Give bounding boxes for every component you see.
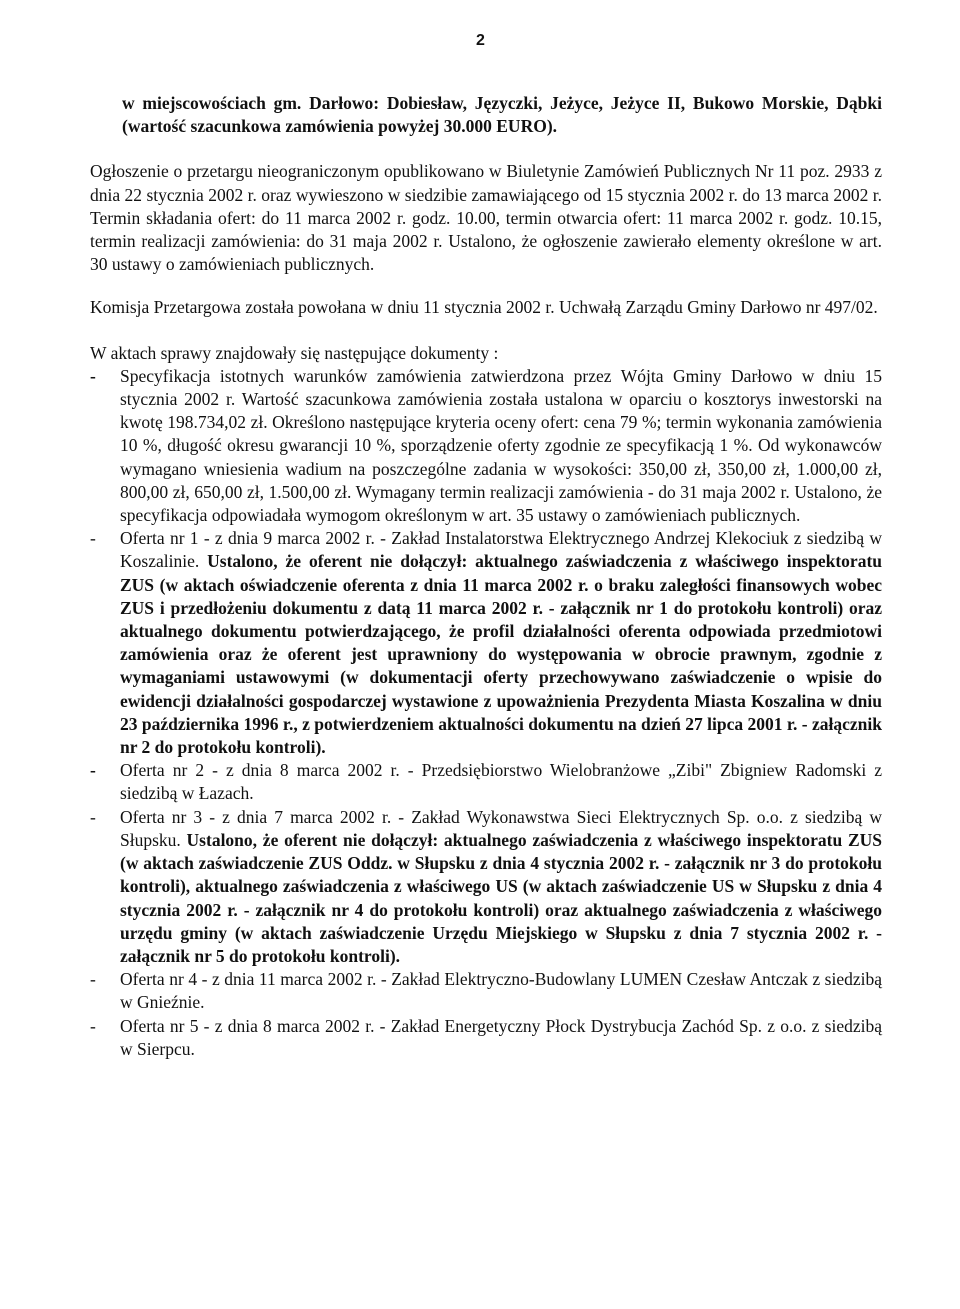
list-dash: - bbox=[90, 528, 96, 549]
document-item-text: Oferta nr 3 - z dnia 7 marca 2002 r. - Zakład Wykonawstwa Sieci Elektrycznych Sp. o.o. z siedzibą w Słupsku. bbox=[120, 806, 882, 850]
announcement-paragraph: Ogłoszenie o przetargu nieograniczonym opublikowano w Biuletynie Zamówień Publicznych Nr 11 poz. 2933 z dnia 22 stycznia 2002 r. oraz wywieszono w siedzibie zamawiającego od 15 stycznia 2002 r. do 13 marca 2002 r. Termin składania ofert: do 11 marca 2002 r. godz. 10.00, termin otwarcia ofert: 11 marca 2002 r. godz. 10.15, termin realizacji zamówienia: do 31 maja 2002 r. Ustalono, że ogłoszenie zawierało elementy określone w art. 30 ustawy o zamówieniach publicznych. bbox=[90, 161, 882, 275]
document-item-text: Oferta nr 5 - z dnia 8 marca 2002 r. - Zakład Energetyczny Płock Dystrybucja Zachód Sp. z o.o. z siedzibą w Sierpcu. bbox=[120, 1015, 882, 1059]
list-dash: - bbox=[90, 806, 96, 827]
document-item-specification bbox=[90, 365, 882, 527]
document-item-offer-5 bbox=[90, 1015, 882, 1061]
documents-heading: W aktach sprawy znajdowały się następujące dokumenty : bbox=[90, 342, 499, 363]
intro-location: w miejscowościach gm. Darłowo: Dobiesław, Języczki, Jeżyce, Jeżyce II, Bukowo Morskie, Dąbki (wartość szacunkowa zamówienia powyżej 30.000 EURO). bbox=[122, 93, 882, 137]
page-number: 2 bbox=[476, 32, 485, 49]
document-item-offer-4 bbox=[90, 968, 882, 1014]
document-item-text: Oferta nr 4 - z dnia 11 marca 2002 r. - Zakład Elektryczno-Budowlany LUMEN Czesław Antczak z siedzibą w Gnieźnie. bbox=[120, 969, 882, 1013]
list-dash: - bbox=[90, 760, 96, 781]
document-item-offer-3 bbox=[90, 806, 882, 968]
list-dash: - bbox=[90, 365, 96, 386]
document-item-offer-1 bbox=[90, 527, 882, 759]
document-item-offer-2 bbox=[90, 759, 882, 805]
commission-paragraph: Komisja Przetargowa została powołana w dniu 11 stycznia 2002 r. Uchwałą Zarządu Gminy Darłowo nr 497/02. bbox=[90, 297, 878, 318]
document-item-text: Oferta nr 1 - z dnia 9 marca 2002 r. - Zakład Instalatorstwa Elektrycznego Andrzej Klekociuk z siedzibą w Koszalinie. bbox=[120, 528, 882, 572]
document-body bbox=[90, 92, 882, 1061]
list-dash: - bbox=[90, 969, 96, 990]
document-item-text: Oferta nr 2 - z dnia 8 marca 2002 r. - Przedsiębiorstwo Wielobranżowe „Zibi" Zbigniew Radomski z siedzibą w Łazach. bbox=[120, 760, 882, 804]
document-item-text: Specyfikacja istotnych warunków zamówienia zatwierdzona przez Wójta Gminy Darłowo w dniu 15 stycznia 2002 r. Wartość szacunkowa zamówienia została ustalona w oparciu o kosztorys inwestorski na kwotę 198.734,02 zł. Określono następujące kryteria oceny ofert: cena 79 %; termin wykonania zamówienia 10 %, długość okresu gwarancji 10 %, sporządzenie oferty zgodnie ze specyfikacją 1 %. Od wykonawców wymagano wniesienia wadium na poszczególne zadania w wysokości: 350,00 zł, 350,00 zł, 1.000,00 zł, 800,00 zł, 650,00 zł, 1.500,00 zł. Wymagany termin realizacji zamówienia - do 31 maja 2002 r. Ustalono, że specyfikacja odpowiadała wymogom określonym w art. 35 ustawy o zamówieniach publicznych. bbox=[120, 365, 882, 526]
document-item-finding: Ustalono, że oferent nie dołączył: aktualnego zaświadczenia z właściwego inspektoratu ZUS (w aktach oświadczenie oferenta z dnia 11 marca 2002 r. o braku zaległości finansowych wobec ZUS i przedłożeniu dokumentu z datą 11 marca 2002 r. - załącznik nr 1 do protokołu kontroli) oraz aktualnego dokumentu potwierdzającego, że profil działalności oferenta odpowiada przedmiotowi zamówienia oraz że oferent jest uprawniony do występowania w obrocie prawnym, zgodnie z wymaganiami ustawowymi (w dokumentacji oferty przechowywano zaświadczenie o wpisie do ewidencji działalności gospodarczej wystawione z upoważnienia Prezydenta Miasta Koszalina w dniu 23 października 1996 r., z potwierdzeniem aktualności dokumentu na dzień 27 lipca 2001 r. - załącznik nr 2 do protokołu kontroli). bbox=[120, 551, 883, 758]
list-dash: - bbox=[90, 1015, 96, 1036]
document-item-finding: Ustalono, że oferent nie dołączył: aktualnego zaświadczenia z właściwego inspektoratu ZUS (w aktach zaświadczenie ZUS Oddz. w Słupsku z dnia 4 stycznia 2002 r. - załącznik nr 3 do protokołu kontroli), aktualnego zaświadczenia z właściwego US (w aktach zaświadczenie US w Słupsku z dnia 4 stycznia 2002 r. - załącznik nr 4 do protokołu kontroli) oraz aktualnego zaświadczenia z właściwego urzędu gminy (w aktach zaświadczenie Urzędu Miejskiego w Słupsku z dnia 7 stycznia 2002 r. - załącznik nr 5 do protokołu kontroli). bbox=[120, 829, 882, 966]
